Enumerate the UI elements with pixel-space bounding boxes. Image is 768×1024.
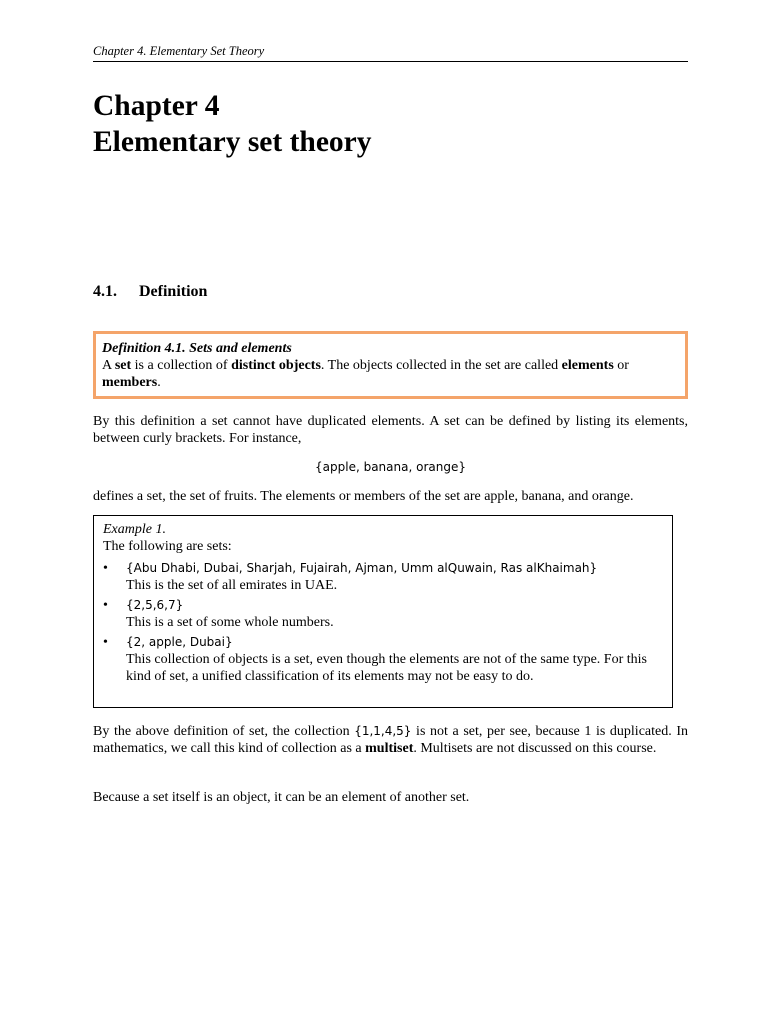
definition-text-part: is a collection of	[131, 358, 232, 373]
set-formula: {2, apple, Dubai}	[126, 635, 233, 649]
paragraph-text-part: is not a set, per see, because 1 is duplicated. In mathematics, we call this kind of collection as a	[93, 724, 688, 756]
running-header: Chapter 4. Elementary Set Theory	[93, 44, 688, 62]
section-heading	[93, 283, 207, 301]
set-formula: {Abu Dhabi, Dubai, Sharjah, Fujairah, Ajman, Umm alQuwain, Ras alKhaimah}	[126, 561, 598, 575]
list-item	[103, 597, 672, 631]
paragraph-fruit-set: defines a set, the set of fruits. The elements or members of the set are apple, banana, and orange.	[93, 489, 634, 504]
item-description: This is a set of some whole numbers.	[126, 615, 334, 630]
bullet: •	[103, 598, 108, 613]
bullet: •	[103, 561, 108, 576]
bullet: •	[103, 635, 108, 650]
definition-text-part: or	[613, 358, 629, 373]
list-item	[103, 634, 672, 685]
example-box	[93, 515, 673, 708]
section-title: Definition	[139, 283, 208, 300]
example-list	[103, 560, 672, 685]
document-page	[93, 0, 688, 1024]
multiset-formula: {1,1,4,5}	[354, 724, 412, 738]
paragraph-multiset	[93, 723, 688, 757]
term-distinct-objects: distinct objects	[231, 358, 321, 373]
term-elements: elements	[561, 358, 614, 373]
term-set: set	[114, 358, 132, 373]
paragraph-text-part: . Multisets are not discussed on this course.	[413, 741, 657, 756]
set-formula: {2,5,6,7}	[126, 598, 184, 612]
section-number: 4.1.	[93, 283, 117, 300]
chapter-number: Chapter 4	[93, 90, 220, 122]
example-intro: The following are sets:	[103, 539, 232, 554]
definition-text-part: A	[102, 358, 115, 373]
fruit-set-formula: {apple, banana, orange}	[315, 460, 466, 474]
list-item	[103, 560, 672, 594]
term-members: members	[102, 375, 158, 390]
item-description: This collection of objects is a set, even though the elements are not of the same type. For this kind of set, a unified classification of its elements may not be easy to do.	[126, 652, 647, 684]
definition-text	[102, 357, 679, 391]
paragraph-set-of-sets: Because a set itself is an object, it can be an element of another set.	[93, 790, 470, 805]
chapter-name: Elementary set theory	[93, 126, 372, 158]
definition-text-part: . The objects collected in the set are called	[320, 358, 562, 373]
paragraph-text-part: By the above definition of set, the collection	[93, 724, 355, 739]
definition-title: Definition 4.1. Sets and elements	[102, 341, 292, 356]
paragraph-set-definition: By this definition a set cannot have duplicated elements. A set can be defined by listing its elements, between curly brackets. For instance,	[93, 414, 688, 446]
definition-text-part: .	[157, 375, 161, 390]
term-multiset: multiset	[365, 741, 414, 756]
example-title: Example 1.	[103, 522, 166, 537]
item-description: This is the set of all emirates in UAE.	[126, 578, 338, 593]
definition-box	[93, 331, 688, 399]
chapter-title	[93, 88, 372, 160]
